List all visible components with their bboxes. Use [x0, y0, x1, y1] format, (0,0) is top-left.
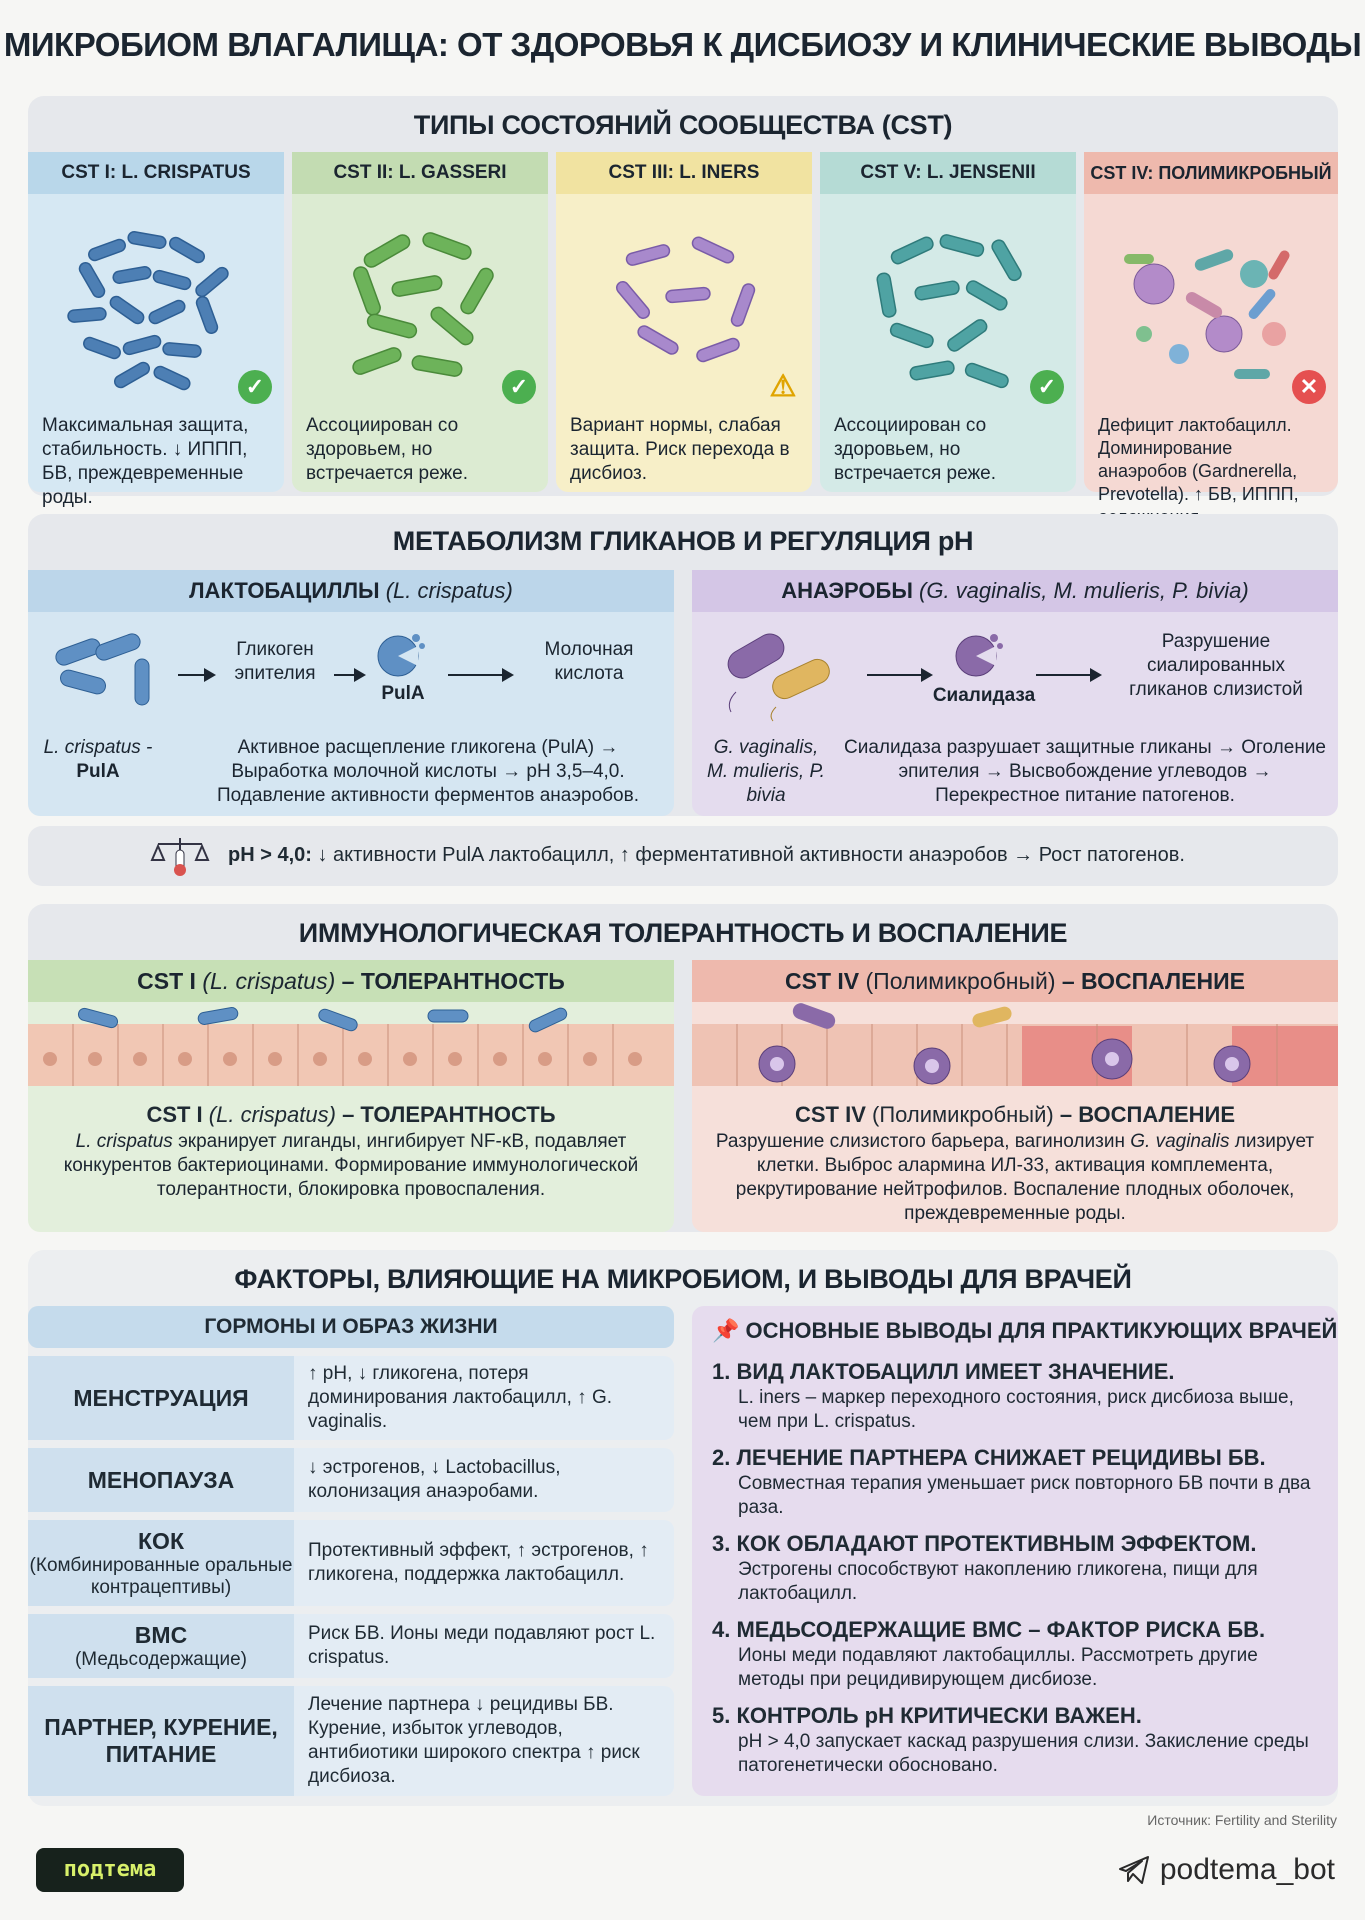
factors-title: ФАКТОРЫ, ВЛИЯЮЩИЕ НА МИКРОБИОМ, И ВЫВОДЫ ДЛЯ ВРАЧЕЙ	[234, 1264, 1132, 1294]
conclusion-body: Эстрогены способствуют накоплению гликогена, пищи для лактобацилл.	[738, 1559, 1258, 1604]
lacto-caption-bold: PulA	[76, 761, 120, 782]
factor-label: КОК	[138, 1527, 184, 1554]
factor-row-partner	[28, 1686, 674, 1796]
bacteria-image	[556, 194, 812, 414]
factor-sublabel: (Медьсодержащие)	[74, 1648, 247, 1670]
conclusion-item	[712, 1530, 1318, 1606]
cst-card-head: CST I: L. CRISPATUS	[28, 152, 284, 194]
bacteria-image	[820, 194, 1076, 414]
metabolism-title: МЕТАБОЛИЗМ ГЛИКАНОВ И РЕГУЛЯЦИЯ pH	[392, 526, 974, 556]
brand-right-text: podtema_bot	[1159, 1853, 1335, 1886]
cst-card-text: Максимальная защита, стабильность. ↓ ИППП, БВ, преждевременные роды.	[42, 415, 249, 508]
factor-desc: ↓ эстрогенов, ↓ Lactobacillus, колонизация анаэробами.	[308, 1457, 561, 1502]
warning-icon: ⚠	[769, 370, 797, 403]
hormones-head: ГОРМОНЫ И ОБРАЗ ЖИЗНИ	[28, 1306, 674, 1348]
ph-text: ↓ активности PulA лактобацилл, ↑ ферментативной активности анаэробов → Рост патогенов.	[317, 844, 1185, 866]
cst-card-text: Вариант нормы, слабая защита. Риск перехода в дисбиоз.	[570, 415, 790, 484]
lacto-step1: Гликоген эпителия	[234, 639, 316, 684]
conclusion-body: L. iners – маркер переходного состояния, риск дисбиоза выше, чем при L. crispatus.	[738, 1387, 1294, 1432]
inf-head-b: – ВОСПАЛЕНИЕ	[1061, 968, 1245, 994]
cst-card-head: CST II: L. GASSERI	[292, 152, 548, 194]
factor-row-menopause	[28, 1448, 674, 1512]
tol-head-italic: (L. crispatus)	[202, 968, 336, 994]
anaer-head-bold: АНАЭРОБЫ	[781, 578, 913, 603]
conclusion-item	[712, 1616, 1318, 1692]
immunology-title: ИММУНОЛОГИЧЕСКАЯ ТОЛЕРАНТНОСТЬ И ВОСПАЛЕНИЕ	[298, 918, 1068, 948]
inf-sub-b: – ВОСПАЛЕНИЕ	[1059, 1102, 1235, 1127]
tol-sub-a: CST I	[146, 1102, 203, 1127]
conclusion-body: Совместная терапия уменьшает риск повторного БВ почти в два раза.	[738, 1473, 1311, 1518]
inf-sub-mid: (Полимикробный)	[872, 1102, 1054, 1127]
page-title: МИКРОБИОМ ВЛАГАЛИЩА: ОТ ЗДОРОВЬЯ К ДИСБИОЗУ И КЛИНИЧЕСКИЕ ВЫВОДЫ	[3, 26, 1362, 63]
ph-summary-bar	[28, 826, 1338, 886]
brand-left-text: подтема	[63, 1857, 157, 1882]
factor-desc: ↑ pH, ↓ гликогена, потеря доминирования лактобацилл, ↑ G. vaginalis.	[308, 1363, 612, 1432]
factor-desc: Риск БВ. Ионы меди подавляют рост L. crispatus.	[308, 1623, 656, 1668]
inf-text-italic: G. vaginalis	[1130, 1131, 1230, 1152]
sialidase-enzyme-icon	[954, 628, 1006, 678]
inflammation-panel	[692, 960, 1338, 1232]
cst-card-head: CST V: L. JENSENII	[820, 152, 1076, 194]
brand-badge-left[interactable]	[36, 1848, 184, 1892]
bacteria-image	[292, 194, 548, 414]
conclusions-panel	[692, 1306, 1338, 1796]
factor-label: ВМС	[134, 1621, 188, 1648]
lactobacillus-icon	[50, 624, 160, 714]
bacteria-image	[28, 194, 284, 414]
inflammation-head	[692, 960, 1338, 1002]
tolerance-text	[48, 1130, 654, 1202]
tol-text-italic: L. crispatus	[75, 1131, 173, 1152]
inf-text-1: Разрушение слизистого барьера, вагинолизин	[715, 1131, 1125, 1152]
ph-bold: pH > 4,0:	[228, 844, 312, 866]
lacto-enzyme: PulA	[381, 683, 425, 704]
inflammation-text	[712, 1130, 1318, 1226]
cst-section-title: ТИПЫ СОСТОЯНИЙ СООБЩЕСТВА (CST)	[413, 110, 953, 140]
conclusion-body: Ионы меди подавляют лактобациллы. Рассмотреть другие методы при рецидивирующем дисбиозе.	[738, 1645, 1258, 1690]
tol-sub-b: – ТОЛЕРАНТНОСТЬ	[342, 1102, 556, 1127]
factor-desc: Протективный эффект, ↑ эстрогенов, ↑ гликогена, поддержка лактобацилл.	[308, 1540, 649, 1585]
bacteria-image	[1084, 194, 1338, 414]
anaerobes-panel	[692, 570, 1338, 816]
cst-card-text: Ассоциирован со здоровьем, но встречается реже.	[306, 415, 469, 484]
lactobacilli-head	[28, 570, 674, 612]
cst-card-text: Дефицит лактобацилл. Доминирование анаэробов (Gardnerella, Prevotella). ↑ БВ, ИППП,	[1098, 415, 1299, 504]
tolerance-head	[28, 960, 674, 1002]
anaerobe-bacteria-icon	[716, 622, 846, 722]
arrow-icon	[448, 674, 512, 676]
inflamed-epithelium-illustration	[692, 1004, 1338, 1086]
cst-card-head: CST IV: ПОЛИМИКРОБНЫЙ	[1084, 152, 1338, 194]
inf-text-2: лизирует клетки. Выброс алармина ИЛ-33, активация комплемента, рекрутирование нейтрофилов. Воспаление плодных оболочек, преждевременные роды.	[735, 1131, 1315, 1224]
inf-head-a: CST IV	[785, 968, 860, 994]
tol-text: экранирует лиганды, ингибирует NF-κB, подавляет конкурентов бактериоцинами. Формирование иммунологической толерантности, блокировка провоспаления.	[63, 1131, 639, 1200]
anaer-desc: Сиалидаза разрушает защитные гликаны → Оголение эпителия → Высвобождение углеводов → Перекрестное питание патогенов.	[843, 737, 1326, 806]
lactobacilli-panel	[28, 570, 674, 816]
cst-card-5	[1084, 152, 1338, 504]
lacto-step2: Молочная кислота	[544, 639, 634, 684]
conclusion-heading: 5. КОНТРОЛЬ pH КРИТИЧЕСКИ ВАЖЕН.	[712, 1703, 1142, 1728]
arrow-icon	[334, 674, 364, 676]
lacto-caption-italic: L. crispatus -	[43, 737, 153, 758]
anaer-enzyme: Сиалидаза	[932, 685, 1036, 706]
lacto-desc: Активное расщепление гликогена (PulA) → Выработка молочной кислоты → pH 3,5–4,0. Подавление активности ферментов анаэробов.	[217, 737, 639, 806]
tolerance-panel	[28, 960, 674, 1232]
conclusion-item	[712, 1358, 1318, 1434]
factor-label: МЕНОПАУЗА	[87, 1466, 235, 1493]
lacto-head-bold: ЛАКТОБАЦИЛЛЫ	[189, 578, 380, 603]
factor-row-menstruation	[28, 1356, 674, 1440]
factor-label: ПАРТНЕР, КУРЕНИЕ, ПИТАНИЕ	[44, 1714, 278, 1767]
source-note: Источник: Fertility and Sterility	[1147, 1812, 1337, 1828]
conclusion-heading: 4. МЕДЬСОДЕРЖАЩИЕ ВМС – ФАКТОР РИСКА БВ.	[712, 1617, 1266, 1642]
conclusion-heading: 1. ВИД ЛАКТОБАЦИЛЛ ИМЕЕТ ЗНАЧЕНИЕ.	[712, 1359, 1175, 1384]
scale-thermometer-icon	[150, 834, 210, 878]
lacto-head-italic: (L. crispatus)	[385, 578, 513, 603]
pula-enzyme-icon	[376, 628, 428, 678]
inflammation-subtitle	[692, 1102, 1338, 1128]
cst-card-head: CST III: L. INERS	[556, 152, 812, 194]
arrow-icon	[1036, 674, 1100, 676]
lacto-caption	[38, 736, 158, 784]
anaer-step2: Разрушение сиалированных гликанов слизистой	[1129, 631, 1303, 700]
factors-section	[28, 1250, 1338, 1806]
cst-card-3	[556, 152, 812, 492]
tolerance-subtitle	[28, 1102, 674, 1128]
inf-sub-a: CST IV	[794, 1102, 866, 1127]
anaer-caption: G. vaginalis, M. mulieris, P. bivia	[707, 737, 825, 806]
arrow-icon	[178, 674, 214, 676]
cst-card-text: Ассоциирован со здоровьем, но встречается реже.	[834, 415, 997, 484]
factor-row-kok	[28, 1520, 674, 1606]
conclusion-heading: 3. КОК ОБЛАДАЮТ ПРОТЕКТИВНЫМ ЭФФЕКТОМ.	[712, 1531, 1257, 1556]
healthy-epithelium-illustration	[28, 1004, 674, 1086]
check-icon: ✓	[1030, 370, 1064, 404]
anaerobes-head	[692, 570, 1338, 612]
check-icon: ✓	[502, 370, 536, 404]
conclusions-head: 📌 ОСНОВНЫЕ ВЫВОДЫ ДЛЯ ПРАКТИКУЮЩИХ ВРАЧЕЙ	[712, 1318, 1338, 1343]
cst-card-4	[820, 152, 1076, 492]
check-icon: ✓	[238, 370, 272, 404]
conclusion-heading: 2. ЛЕЧЕНИЕ ПАРТНЕРА СНИЖАЕТ РЕЦИДИВЫ БВ.	[712, 1445, 1266, 1470]
conclusion-item	[712, 1444, 1318, 1520]
tol-sub-italic: (L. crispatus)	[208, 1102, 336, 1127]
inf-head-mid: (Полимикробный)	[865, 968, 1056, 994]
factor-desc: Лечение партнера ↓ рецидивы БВ. Курение, избыток углеводов, антибиотики широкого спектра ↑ риск дисбиоза.	[308, 1694, 640, 1787]
metabolism-section	[28, 514, 1338, 816]
telegram-icon	[1118, 1855, 1150, 1885]
conclusion-body: pH > 4,0 запускает каскад разрушения слизи. Закисление среды патогенетически обосновано.	[738, 1731, 1309, 1776]
factor-label: МЕНСТРУАЦИЯ	[73, 1384, 249, 1411]
tol-head-a: CST I	[137, 968, 196, 994]
ph-summary-text	[228, 844, 1185, 867]
cst-card-1	[28, 152, 284, 508]
cst-card-2	[292, 152, 548, 492]
factor-row-iud	[28, 1614, 674, 1678]
cross-icon: ✕	[1292, 370, 1326, 404]
tol-head-b: – ТОЛЕРАНТНОСТЬ	[341, 968, 565, 994]
immunology-section	[28, 904, 1338, 1232]
brand-bot-link[interactable]	[1118, 1850, 1335, 1890]
factor-sublabel: (Комбинированные оральные контрацептивы)	[29, 1554, 293, 1598]
cst-section	[28, 96, 1338, 508]
anaer-head-italic: (G. vaginalis, M. mulieris, P. bivia)	[919, 578, 1249, 603]
arrow-icon	[867, 674, 931, 676]
conclusion-item	[712, 1702, 1318, 1778]
